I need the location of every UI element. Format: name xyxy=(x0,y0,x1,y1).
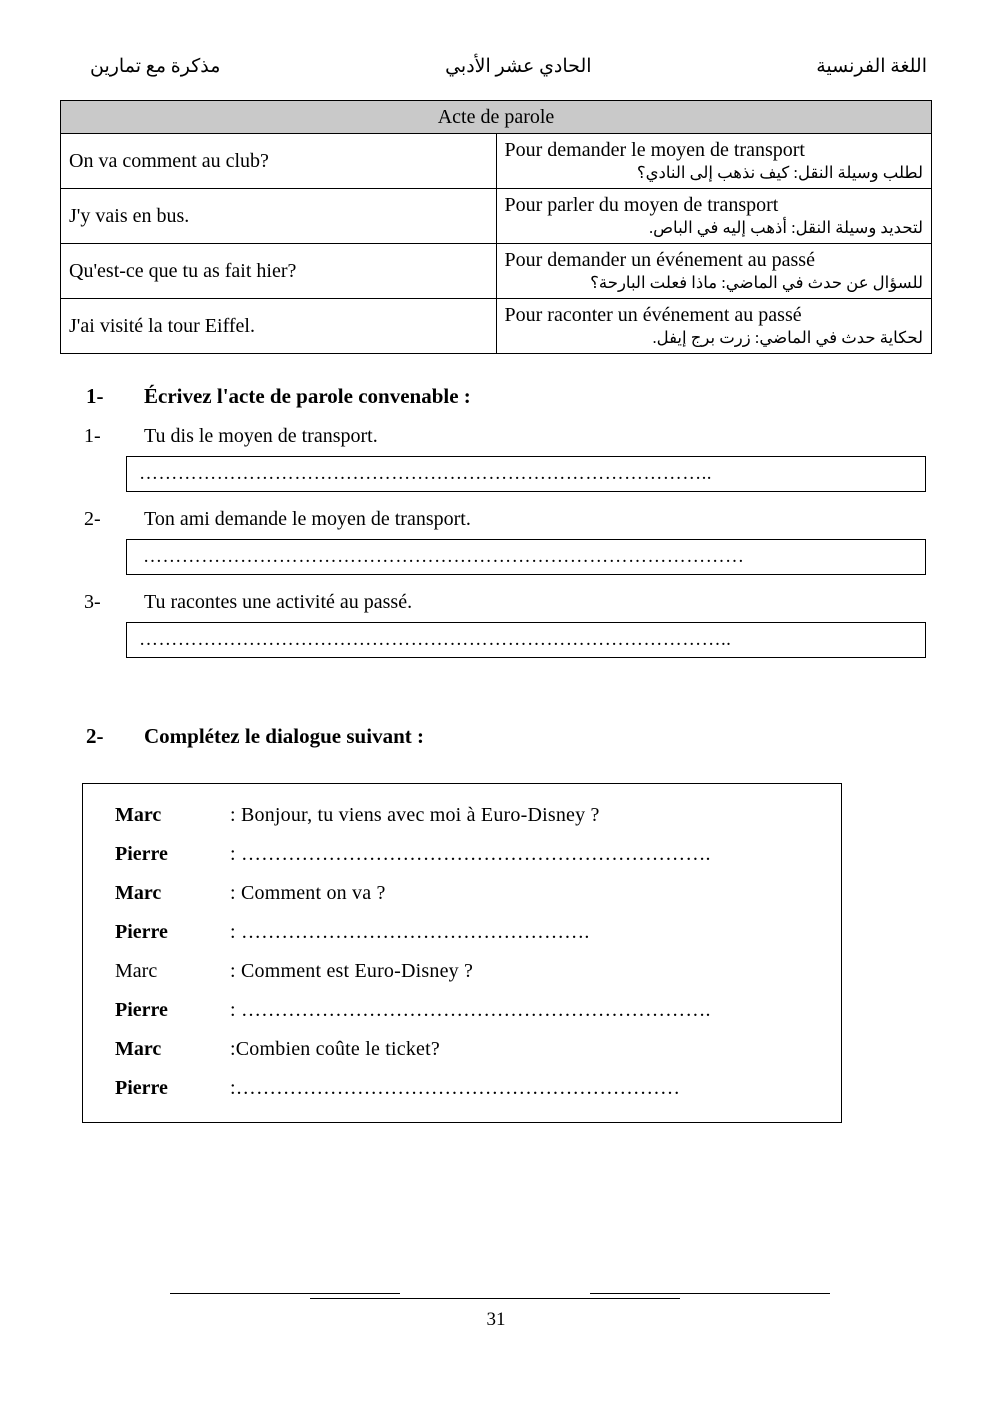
item-text: Ton ami demande le moyen de transport. xyxy=(144,508,471,530)
dialogue-speaker: Pierre xyxy=(115,843,168,865)
table-row xyxy=(61,134,932,189)
dialogue-text[interactable]: : ……………………………………………………………. xyxy=(230,843,711,865)
dialogue-text[interactable]: : ……………………………………………. xyxy=(230,921,590,943)
exercise-2-heading xyxy=(60,724,932,749)
acte-purpose-ar: لطلب وسيلة النقل: كيف نذهب إلى النادي؟ xyxy=(636,163,923,183)
dialogue-line xyxy=(83,843,841,866)
table-row xyxy=(61,299,932,354)
dialogue-speaker: Marc xyxy=(115,804,162,826)
dialogue-speaker: Marc xyxy=(115,960,158,982)
answer-field[interactable]: …………………………………………………………………………….. xyxy=(126,456,926,492)
page-footer xyxy=(0,1293,992,1331)
dialogue-text[interactable]: :Combien coûte le ticket? xyxy=(230,1038,440,1060)
dialogue-text[interactable]: : Comment est Euro-Disney ? xyxy=(230,960,474,982)
dialogue-line xyxy=(83,921,841,944)
exercise-1-item xyxy=(60,591,932,614)
dialogue-speaker: Marc xyxy=(115,1038,162,1060)
acte-purpose-fr: Pour raconter un événement au passé xyxy=(504,304,802,327)
page-header xyxy=(60,55,932,78)
dialogue-text[interactable]: : Comment on va ? xyxy=(230,882,386,904)
item-number: 2- xyxy=(84,508,101,530)
acte-purpose-ar: لتحديد وسيلة النقل: أذهب إليه في الباص. xyxy=(648,218,923,238)
exercise-2-title: Complétez le dialogue suivant : xyxy=(144,724,424,748)
acte-phrase: Qu'est-ce que tu as fait hier? xyxy=(61,244,497,299)
footer-rule-left xyxy=(170,1293,400,1294)
dialogue-line xyxy=(83,960,841,983)
acte-purpose-ar: لحكاية حدث في الماضي: زرت برج إيفل. xyxy=(652,328,923,348)
acte-purpose xyxy=(496,299,932,354)
acte-de-parole-table xyxy=(60,100,932,354)
acte-purpose-fr: Pour parler du moyen de transport xyxy=(504,194,779,217)
header-center: الحادي عشر الأدبي xyxy=(445,56,592,77)
acte-purpose-ar: للسؤال عن حدث في الماضي: ماذا فعلت البارحة؟ xyxy=(590,273,923,293)
exercise-1-item xyxy=(60,425,932,448)
dialogue-speaker: Pierre xyxy=(115,999,168,1021)
exercise-2-number: 2- xyxy=(86,724,104,748)
acte-phrase: J'ai visité la tour Eiffel. xyxy=(61,299,497,354)
acte-phrase: J'y vais en bus. xyxy=(61,189,497,244)
table-row xyxy=(61,244,932,299)
exercise-1-number: 1- xyxy=(86,384,104,408)
dialogue-text[interactable]: :………………………………………………………… xyxy=(230,1077,681,1099)
item-text: Tu dis le moyen de transport. xyxy=(144,425,378,447)
answer-field[interactable]: ……………………………………………………………………………….. xyxy=(126,622,926,658)
dialogue-text[interactable]: : ……………………………………………………………. xyxy=(230,999,711,1021)
dialogue-speaker: Pierre xyxy=(115,1077,168,1099)
item-number: 1- xyxy=(84,425,101,447)
dialogue-speaker: Marc xyxy=(115,882,162,904)
acte-purpose xyxy=(496,134,932,189)
dialogue-speaker: Pierre xyxy=(115,921,168,943)
acte-purpose-fr: Pour demander le moyen de transport xyxy=(504,139,805,162)
acte-purpose-fr: Pour demander un événement au passé xyxy=(504,249,815,272)
acte-purpose xyxy=(496,189,932,244)
item-number: 3- xyxy=(84,591,101,613)
dialogue-line xyxy=(83,882,841,905)
footer-rule-center xyxy=(310,1298,680,1299)
acte-purpose xyxy=(496,244,932,299)
answer-field[interactable]: ………………………………………………………………………………… xyxy=(126,539,926,575)
exercise-1-heading xyxy=(60,384,932,409)
footer-rule-right xyxy=(590,1293,830,1294)
footer-rules xyxy=(0,1293,992,1303)
exercise-1-item xyxy=(60,508,932,531)
dialogue-line xyxy=(83,1038,841,1061)
acte-table-title: Acte de parole xyxy=(61,101,932,134)
dialogue-box xyxy=(82,783,842,1123)
page-number: 31 xyxy=(486,1309,506,1330)
acte-phrase: On va comment au club? xyxy=(61,134,497,189)
dialogue-text[interactable]: : Bonjour, tu viens avec moi à Euro-Disney ? xyxy=(230,804,600,826)
dialogue-line xyxy=(83,1077,841,1100)
dialogue-line xyxy=(83,804,841,827)
item-text: Tu racontes une activité au passé. xyxy=(144,591,413,613)
dialogue-line xyxy=(83,999,841,1022)
header-right: اللغة الفرنسية xyxy=(816,56,927,77)
table-row xyxy=(61,189,932,244)
exercise-1-title: Écrivez l'acte de parole convenable : xyxy=(144,384,471,408)
header-left: مذكرة مع تمارين xyxy=(90,56,221,77)
